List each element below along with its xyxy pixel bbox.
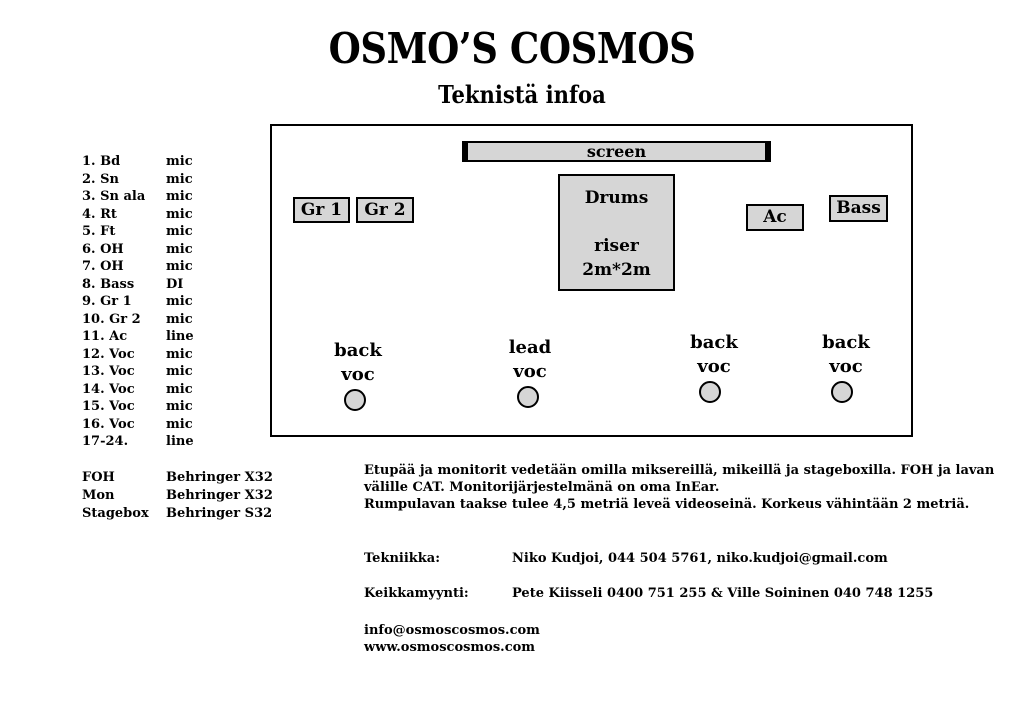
equipment-row [82, 488, 273, 506]
equipment-label: Stagebox [82, 506, 149, 521]
input-channel: 7. OH [82, 259, 124, 274]
input-type: mic [166, 346, 193, 362]
contact-value: Pete Kiisseli 0400 751 255 & Ville Soininen 040 748 1255 [512, 586, 934, 601]
input-row [82, 207, 194, 225]
input-type: mic [166, 399, 193, 414]
equipment-value: Behringer X32 [166, 488, 273, 503]
input-row [82, 172, 194, 190]
input-row [82, 347, 194, 365]
drums-label: Drums [584, 188, 649, 208]
vocal-mic-circle [517, 386, 539, 408]
guitar-1-position: Gr 1 [293, 197, 350, 223]
vocal-label [669, 331, 759, 379]
input-row [82, 294, 194, 312]
note-line: Rumpulavan taakse tulee 4,5 metriä leveä videoseinä. Korkeus vähintään 2 metriä. [364, 497, 970, 512]
riser-label: riser [594, 236, 639, 256]
input-channel: 12. Voc [82, 346, 135, 362]
input-channel: 6. OH [82, 241, 124, 257]
input-type: line [166, 434, 194, 449]
equipment-row [82, 470, 273, 488]
input-row [82, 277, 194, 295]
contact-value: Niko Kudjoi, 044 504 5761, niko.kudjoi@gmail.com [512, 551, 888, 566]
input-type: mic [166, 381, 193, 397]
input-row [82, 259, 194, 277]
equipment-list [82, 470, 273, 524]
guitar-2-position: Gr 2 [356, 197, 414, 223]
input-type: mic [166, 311, 193, 327]
input-type: mic [166, 224, 193, 239]
input-channel: 9. Gr 1 [82, 294, 132, 309]
contact-row [364, 551, 888, 566]
page-title: OSMO’S COSMOS [328, 24, 696, 73]
input-row [82, 224, 194, 242]
input-channel: 11. Ac [82, 329, 128, 344]
input-list [82, 154, 194, 452]
input-channel: 13. Voc [82, 364, 135, 379]
equipment-value: Behringer X32 [166, 470, 273, 485]
input-channel: 2. Sn [82, 171, 119, 187]
contact-row [364, 586, 933, 601]
email-link[interactable]: info@osmoscosmos.com [364, 623, 540, 638]
input-channel: 15. Voc [82, 399, 135, 414]
input-row [82, 417, 194, 435]
input-channel: 10. Gr 2 [82, 311, 141, 327]
vocal-type: voc [513, 361, 547, 382]
input-row [82, 382, 194, 400]
vocal-mic-circle [831, 381, 853, 403]
input-type: line [166, 329, 194, 344]
vocal-label [485, 336, 575, 384]
input-channel: 17-24. [82, 434, 129, 449]
input-channel: 16. Voc [82, 416, 135, 432]
technical-notes [364, 462, 994, 513]
links [364, 622, 540, 656]
vocal-role: back [690, 332, 738, 353]
input-type: mic [166, 259, 193, 274]
equipment-label: Mon [82, 488, 115, 503]
video-screen: screen [462, 141, 771, 162]
vocal-mic-circle [344, 389, 366, 411]
input-row [82, 154, 194, 172]
note-line: Etupää ja monitorit vedetään omilla miksereillä, mikeillä ja stageboxilla. FOH ja lavan [364, 463, 995, 478]
input-type: mic [166, 241, 193, 257]
equipment-label: FOH [82, 470, 115, 485]
input-channel: 14. Voc [82, 381, 135, 397]
input-type: mic [166, 206, 193, 222]
vocal-type: voc [829, 356, 863, 377]
input-row [82, 329, 194, 347]
vocal-role: lead [508, 337, 552, 358]
vocal-role: back [334, 340, 382, 361]
input-type: mic [166, 189, 193, 204]
input-channel: 5. Ft [82, 224, 116, 239]
input-type: mic [166, 416, 193, 432]
input-type: mic [166, 171, 193, 187]
equipment-row [82, 506, 273, 524]
equipment-value: Behringer S32 [166, 506, 273, 521]
bass-position: Bass [829, 195, 888, 222]
vocal-type: voc [341, 364, 375, 385]
input-row [82, 364, 194, 382]
input-channel: 1. Bd [82, 154, 121, 169]
contact-label: Keikkamyynti: [364, 586, 469, 601]
input-channel: 3. Sn ala [82, 189, 146, 204]
vocal-type: voc [697, 356, 731, 377]
note-line: välille CAT. Monitorijärjestelmänä on oma InEar. [364, 480, 720, 495]
input-row [82, 399, 194, 417]
drum-riser [558, 174, 675, 291]
vocal-role: back [822, 332, 870, 353]
contact-label: Tekniikka: [364, 551, 441, 566]
input-row [82, 242, 194, 260]
vocal-label [801, 331, 891, 379]
input-channel: 8. Bass [82, 276, 135, 292]
input-row [82, 189, 194, 207]
vocal-mic-circle [699, 381, 721, 403]
input-type: DI [166, 276, 184, 292]
input-type: mic [166, 294, 193, 309]
acoustic-position: Ac [746, 204, 804, 231]
input-row [82, 434, 194, 452]
vocal-label [313, 339, 403, 387]
input-row [82, 312, 194, 330]
website-link[interactable]: www.osmoscosmos.com [364, 640, 536, 655]
page-subtitle: Teknistä infoa [438, 80, 606, 109]
input-type: mic [166, 364, 193, 379]
input-channel: 4. Rt [82, 206, 117, 222]
input-type: mic [166, 154, 193, 169]
riser-size: 2m*2m [582, 260, 651, 280]
